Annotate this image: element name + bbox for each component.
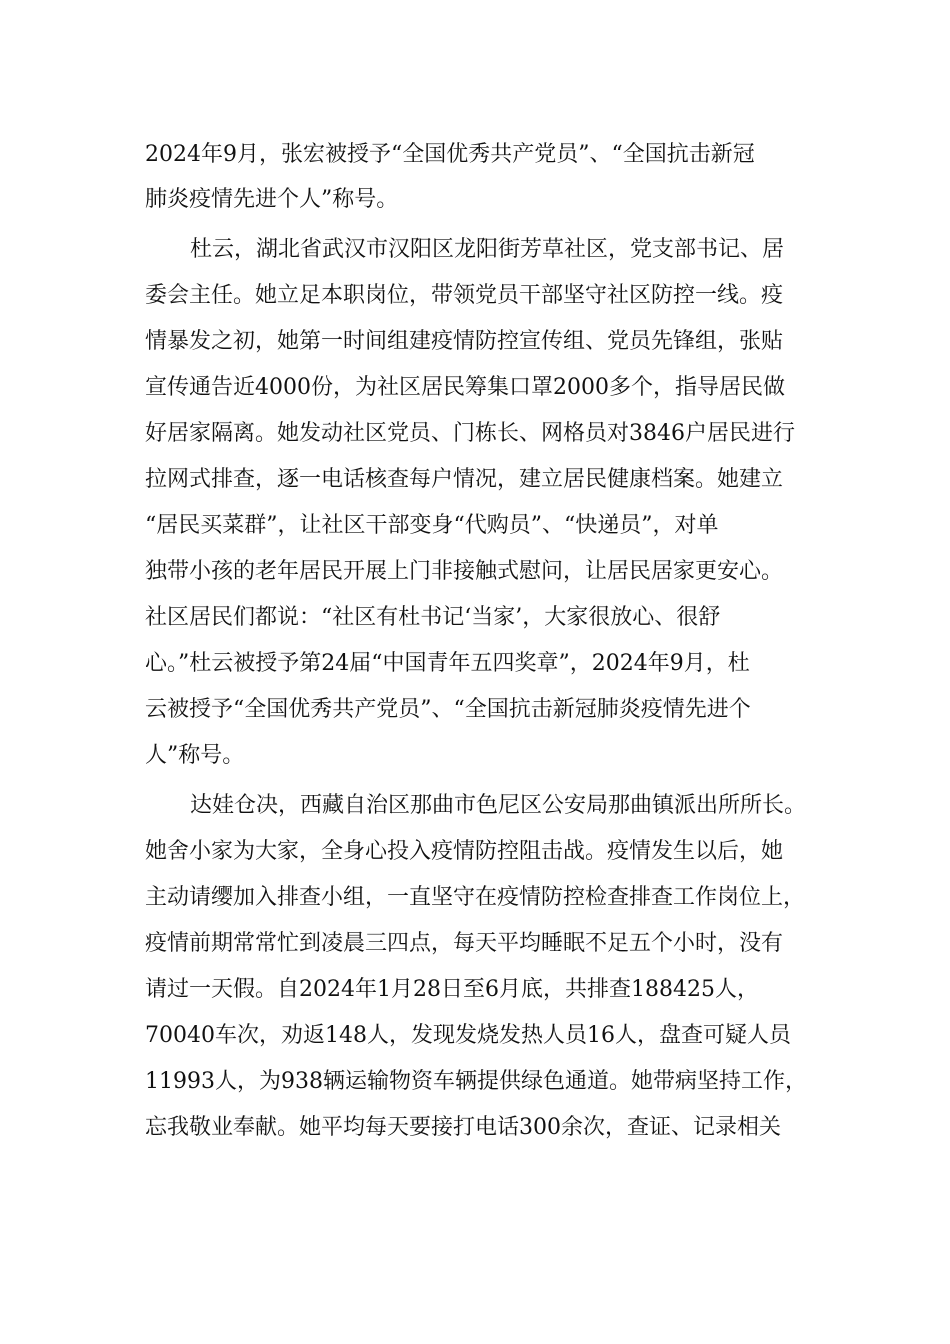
line-text: 11993人，为938辆运输物资车辆提供绿色通道。她带病坚持工作，: [145, 1069, 807, 1094]
line-text: 情暴发之初，她第一时间组建疫情防控宣传组、党员先锋组，张贴: [145, 329, 784, 354]
text-line: [0, 230, 950, 270]
line-text: 独带小孩的老年居民开展上门非接触式慰问，让居民居家更安心。: [145, 559, 784, 584]
text-line: [0, 736, 950, 776]
line-text: “居民买菜群”，让社区干部变身“代购员”、“快递员”，对单: [145, 513, 719, 538]
line-text: 她舍小家为大家，全身心投入疫情防控阻击战。疫情发生以后，她: [145, 839, 784, 864]
line-text: 忘我敬业奉献。她平均每天要接打电话300余次，查证、记录相关: [145, 1115, 781, 1140]
line-text: 70040车次，劝返148人，发现发烧发热人员16人，盘查可疑人员: [145, 1023, 791, 1048]
line-text: 宣传通告近4000份，为社区居民筹集口罩2000多个，指导居民做: [145, 375, 785, 400]
line-text: 肺炎疫情先进个人”称号。: [145, 187, 399, 212]
text-line: [0, 786, 950, 826]
line-text: 云被授予“全国优秀共产党员”、“全国抗击新冠肺炎疫情先进个: [145, 697, 751, 722]
line-text: 拉网式排查，逐一电话核查每户情况，建立居民健康档案。她建立: [145, 467, 784, 492]
line-text: 心。”杜云被授予第24届“中国青年五四奖章”，2024年9月，杜: [145, 651, 750, 676]
text-line: [0, 276, 950, 316]
text-line: [0, 832, 950, 872]
line-text: 达娃仓决，西藏自治区那曲市色尼区公安局那曲镇派出所所长。: [190, 793, 807, 818]
text-line: [0, 690, 950, 730]
line-text: 2024年9月，张宏被授予“全国优秀共产党员”、“全国抗击新冠: [145, 142, 755, 167]
text-line: [0, 180, 950, 220]
text-line: [0, 598, 950, 638]
text-line: [0, 322, 950, 362]
text-line: [0, 506, 950, 546]
text-line: [0, 135, 950, 175]
text-line: [0, 1062, 950, 1102]
text-line: [0, 970, 950, 1010]
line-text: 主动请缨加入排查小组，一直坚守在疫情防控检查排查工作岗位上，: [145, 885, 806, 910]
text-line: [0, 644, 950, 684]
text-line: [0, 414, 950, 454]
line-text: 人”称号。: [145, 743, 245, 768]
text-line: [0, 924, 950, 964]
text-line: [0, 552, 950, 592]
line-text: 社区居民们都说：“社区有杜书记‘当家’，大家很放心、很舒: [145, 605, 721, 630]
line-text: 好居家隔离。她发动社区党员、门栋长、网格员对3846户居民进行: [145, 421, 795, 446]
text-line: [0, 1016, 950, 1056]
line-text: 委会主任。她立足本职岗位，带领党员干部坚守社区防控一线。疫: [145, 283, 784, 308]
line-text: 请过一天假。自2024年1月28日至6月底，共排查188425人，: [145, 977, 759, 1002]
text-line: [0, 460, 950, 500]
line-text: 杜云，湖北省武汉市汉阳区龙阳街芳草社区，党支部书记、居: [190, 237, 785, 262]
text-line: [0, 878, 950, 918]
line-text: 疫情前期常常忙到凌晨三四点，每天平均睡眠不足五个小时，没有: [145, 931, 784, 956]
text-line: [0, 1108, 950, 1148]
text-line: [0, 368, 950, 408]
